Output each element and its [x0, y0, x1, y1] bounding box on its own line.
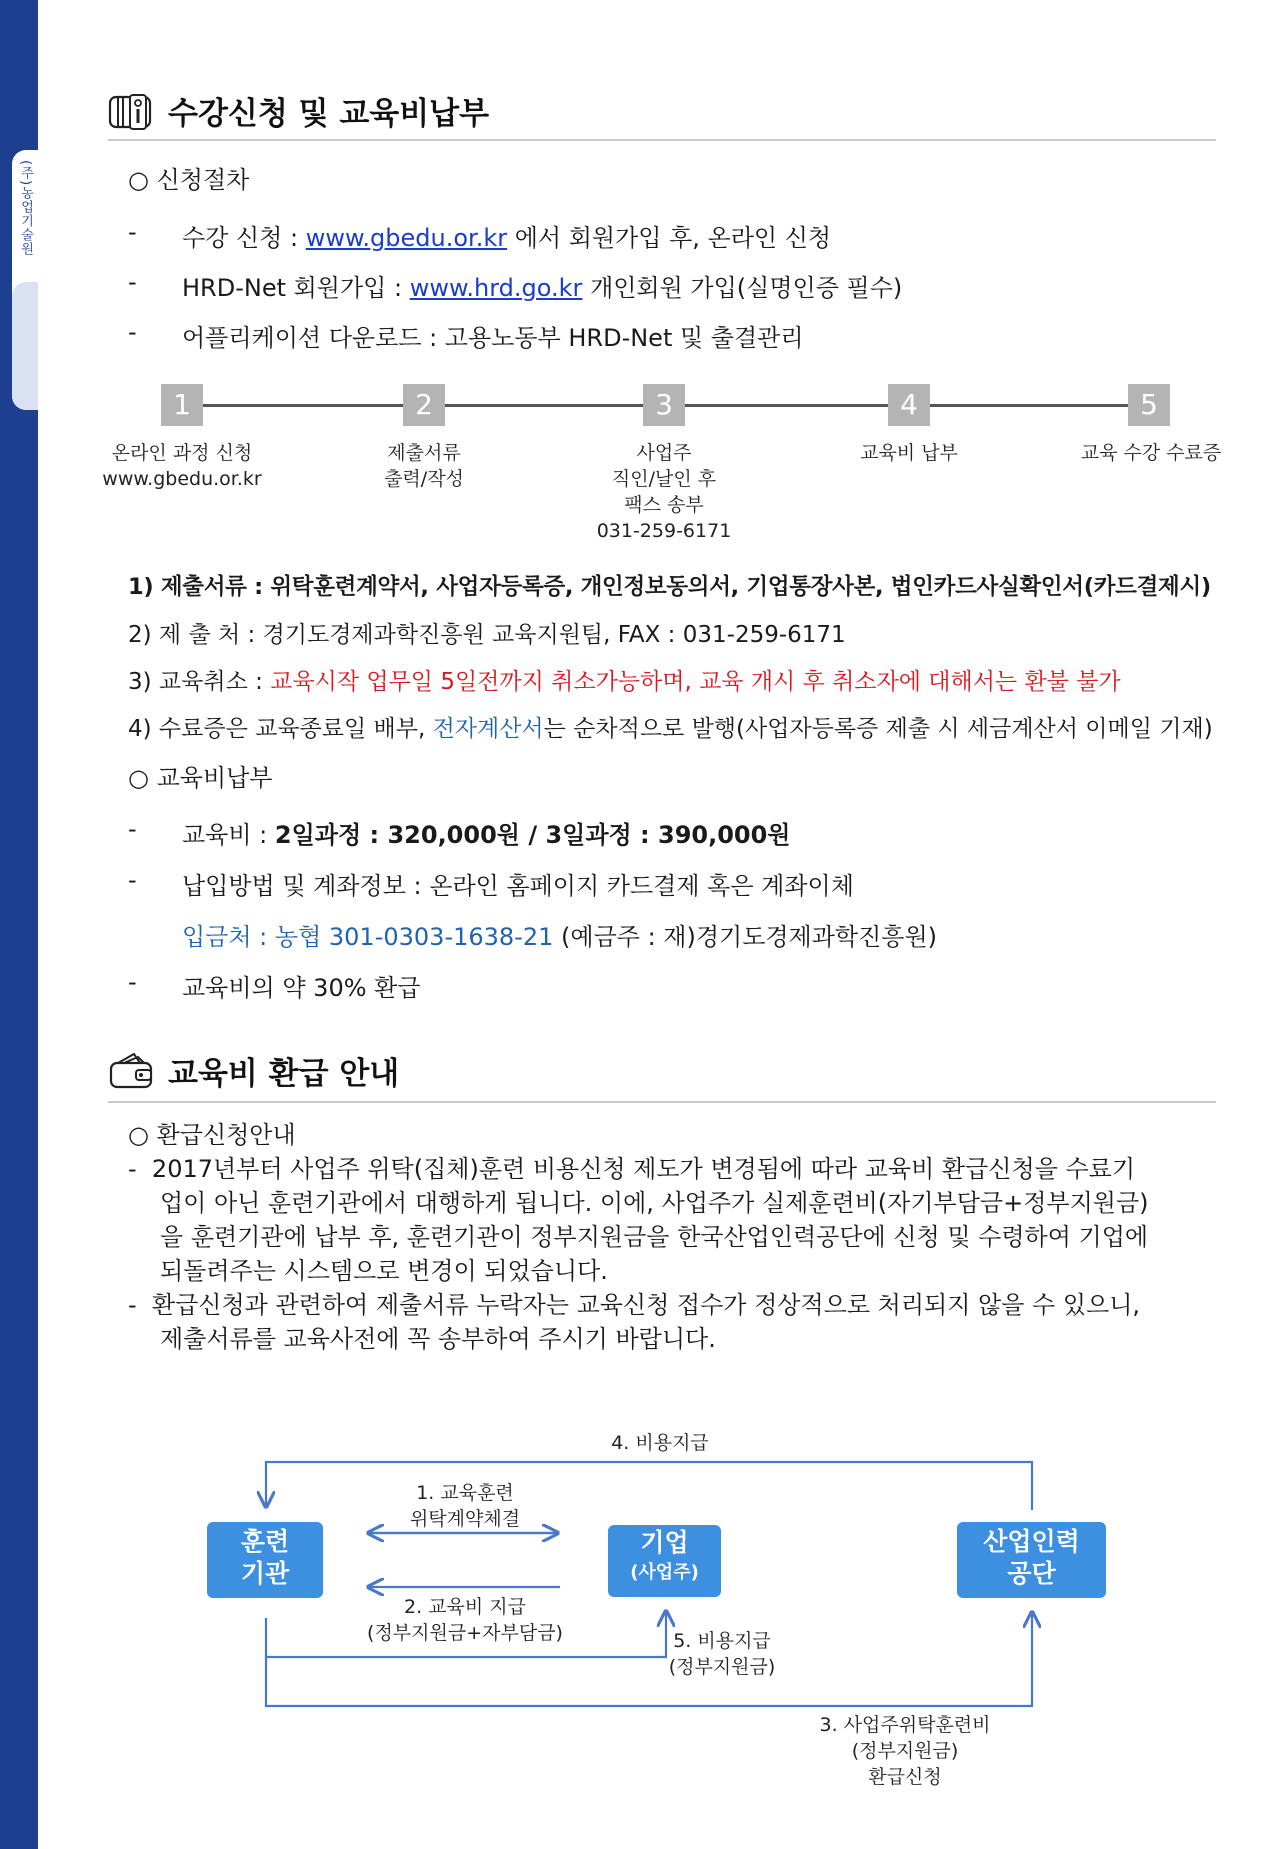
item-prefix: HRD-Net 회원가입 : — [182, 274, 410, 302]
step-label-1: 온라인 과정 신청 www.gbedu.or.kr — [102, 442, 262, 490]
bullet-dash: - — [128, 815, 137, 843]
step5-label: 5. 비용지급 (정부지원금) — [668, 1630, 776, 1678]
bullet-dash: - — [128, 318, 137, 346]
fee-account: 입금처 : 농협 301-0303-1638-21 (예금주 : 재)경기도경제과학진흥원) — [182, 923, 938, 951]
section-title: 수강신청 및 교육비납부 — [168, 96, 490, 132]
note-cancel: 3) 교육취소 : 교육시작 업무일 5일전까지 취소가능하며, 교육 개시 후 취소자에 대해서는 환불 불가 — [128, 669, 1121, 695]
item-suffix: 에서 회원가입 후, 온라인 신청 — [507, 224, 832, 252]
step-number-4: 4 — [888, 384, 930, 426]
item-suffix: 개인회원 가입(실명인증 필수) — [582, 274, 903, 302]
note-documents: 1) 제출서류 : 위탁훈련계약서, 사업자등록증, 개인정보동의서, 기업통장사본, 법인카드사실확인서(카드결제시) — [128, 574, 1211, 600]
account-number: 입금처 : 농협 301-0303-1638-21 — [182, 923, 554, 951]
apply-item-app: 어플리케이션 다운로드 : 고용노동부 HRD-Net 및 출결관리 — [182, 324, 804, 352]
note-submit-to: 2) 제 출 처 : 경기도경제과학진흥원 교육지원팀, FAX : 031-259-6171 — [128, 622, 846, 648]
bullet-dash: - — [128, 866, 137, 894]
fee-amount: 교육비 : 2일과정 : 320,000원 / 3일과정 : 390,000원 — [182, 821, 791, 849]
refund-paragraph-2: - 환급신청과 관련하여 제출서류 누락자는 교육신청 접수가 정상적으로 처리되지 않을 수 있으니, 제출서류를 교육사전에 꼭 송부하여 주시기 바랍니다. — [128, 1291, 1141, 1353]
fee-heading: ○ 교육비납부 — [128, 764, 273, 792]
item-prefix: 수강 신청 : — [182, 224, 306, 252]
refund-heading: ○ 환급신청안내 — [128, 1121, 296, 1149]
sidebar-label: (주)농업기술원 — [18, 160, 33, 257]
training-institute-box: 훈련 기관 — [207, 1522, 323, 1598]
step4-label: 4. 비용지급 — [611, 1432, 709, 1454]
step-number-5: 5 — [1128, 384, 1170, 426]
step-number-3: 3 — [643, 384, 685, 426]
step2-label: 2. 교육비 지급 (정부지원금+자부담금) — [367, 1596, 563, 1644]
gbedu-link[interactable]: www.gbedu.or.kr — [305, 224, 508, 252]
fee-refund: 교육비의 약 30% 환급 — [182, 974, 421, 1002]
step1-label: 1. 교육훈련 위탁계약체결 — [409, 1482, 521, 1530]
company-box: 기업 (사업주) — [608, 1525, 721, 1597]
step-label-2: 제출서류 출력/작성 — [384, 442, 464, 490]
step-label-3: 사업주 직인/날인 후 팩스 송부 031-259-6171 — [596, 442, 732, 542]
bullet-dash: - — [128, 968, 137, 996]
hrd-link[interactable]: www.hrd.go.kr — [409, 274, 583, 302]
e-invoice: 전자계산서 — [432, 716, 544, 742]
refund-paragraph-1: - 2017년부터 사업주 위탁(집체)훈련 비용신청 제도가 변경됨에 따라 교육비 환급신청을 수료기 업이 아닌 훈련기관에서 대행하게 됩니다. 이에, 사업주가 실제훈련비(자기부담금+정부지원금) 을 훈련기관에 납부 후, 훈련기관이 정부지원금을 한국산업인력공단에 신청 및 수령하여 기업에 되돌려주는 시스템으로 변경이 되었습니다. — [128, 1155, 1149, 1285]
apply-procedure-heading: ○ 신청절차 — [128, 166, 250, 194]
fee-method: 납입방법 및 계좌정보 : 온라인 홈페이지 카드결제 혹은 계좌이체 — [182, 872, 854, 900]
note-certificate: 4) 수료증은 교육종료일 배부, 전자계산서는 순차적으로 발행(사업자등록증 제출 시 세금계산서 이메일 기재) — [128, 716, 1213, 742]
hrd-service-box: 산업인력 공단 — [957, 1522, 1106, 1598]
step-label-4: 교육비 납부 — [860, 442, 958, 464]
step3-label: 3. 사업주위탁훈련비 (정부지원금) 환급신청 — [819, 1714, 991, 1788]
step-label-5: 교육 수강 수료증 — [1080, 442, 1222, 464]
step-number-1: 1 — [161, 384, 203, 426]
cancel-policy: 교육시작 업무일 5일전까지 취소가능하며, 교육 개시 후 취소자에 대해서는 환불 불가 — [270, 669, 1121, 695]
bullet-dash: - — [128, 268, 137, 296]
section-title: 교육비 환급 안내 — [168, 1056, 400, 1092]
step-number-2: 2 — [403, 384, 445, 426]
bullet-dash: - — [128, 218, 137, 246]
